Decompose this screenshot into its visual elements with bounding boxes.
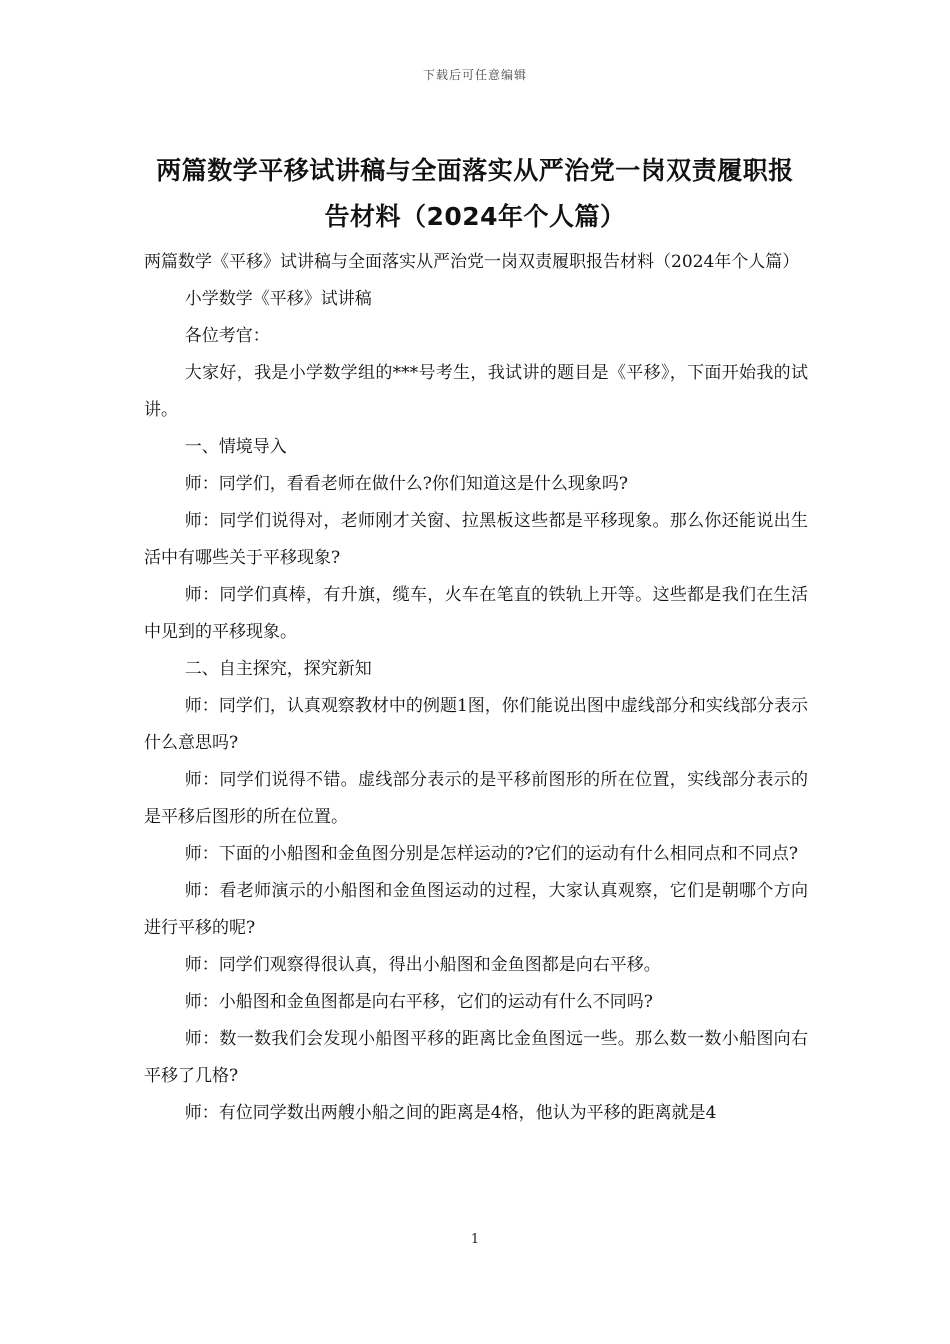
body-paragraph: 师：看老师演示的小船图和金鱼图运动的过程，大家认真观察，它们是朝哪个方向进行平移的呢? [144, 881, 808, 938]
body-paragraph: 师：数一数我们会发现小船图平移的距离比金鱼图远一些。那么数一数小船图向右平移了几格? [144, 1029, 808, 1086]
document-body [144, 244, 808, 1132]
body-paragraph: 师：小船图和金鱼图都是向右平移，它们的运动有什么不同吗? [184, 992, 653, 1012]
body-paragraph: 大家好，我是小学数学组的***号考生，我试讲的题目是《平移》，下面开始我的试讲。 [144, 363, 808, 420]
body-paragraph: 师：有位同学数出两艘小船之间的距离是4格，他认为平移的距离就是4 [184, 1103, 717, 1123]
section-heading: 小学数学《平移》试讲稿 [184, 289, 372, 309]
section-heading: 二、自主探究，探究新知 [184, 659, 372, 679]
body-paragraph: 师：同学们说得对，老师刚才关窗、拉黑板这些都是平移现象。那么你还能说出生活中有哪些关于平移现象? [144, 511, 808, 568]
body-paragraph: 师：同学们说得不错。虚线部分表示的是平移前图形的所在位置，实线部分表示的是平移后图形的所在位置。 [144, 770, 808, 827]
document-title: 两篇数学平移试讲稿与全面落实从严治党一岗双责履职报告材料（2024年个人篇） [156, 156, 794, 231]
body-paragraph: 师：下面的小船图和金鱼图分别是怎样运动的?它们的运动有什么相同点和不同点? [184, 844, 799, 864]
body-paragraph: 师：同学们，认真观察教材中的例题1图，你们能说出图中虚线部分和实线部分表示什么意思吗? [144, 696, 808, 753]
body-paragraph: 师：同学们观察得很认真，得出小船图和金鱼图都是向右平移。 [184, 955, 661, 975]
section-heading: 一、情境导入 [184, 437, 287, 457]
header-note: 下载后可任意编辑 [422, 68, 527, 82]
salutation: 各位考官： [184, 326, 270, 346]
body-paragraph: 师：同学们真棒，有升旗，缆车，火车在笔直的铁轨上开等。这些都是我们在生活中见到的平移现象。 [144, 585, 808, 642]
intro-paragraph: 两篇数学《平移》试讲稿与全面落实从严治党一岗双责履职报告材料（2024年个人篇） [144, 252, 800, 272]
page-number: 1 [470, 1232, 480, 1247]
body-paragraph: 师：同学们，看看老师在做什么?你们知道这是什么现象吗? [184, 474, 629, 494]
